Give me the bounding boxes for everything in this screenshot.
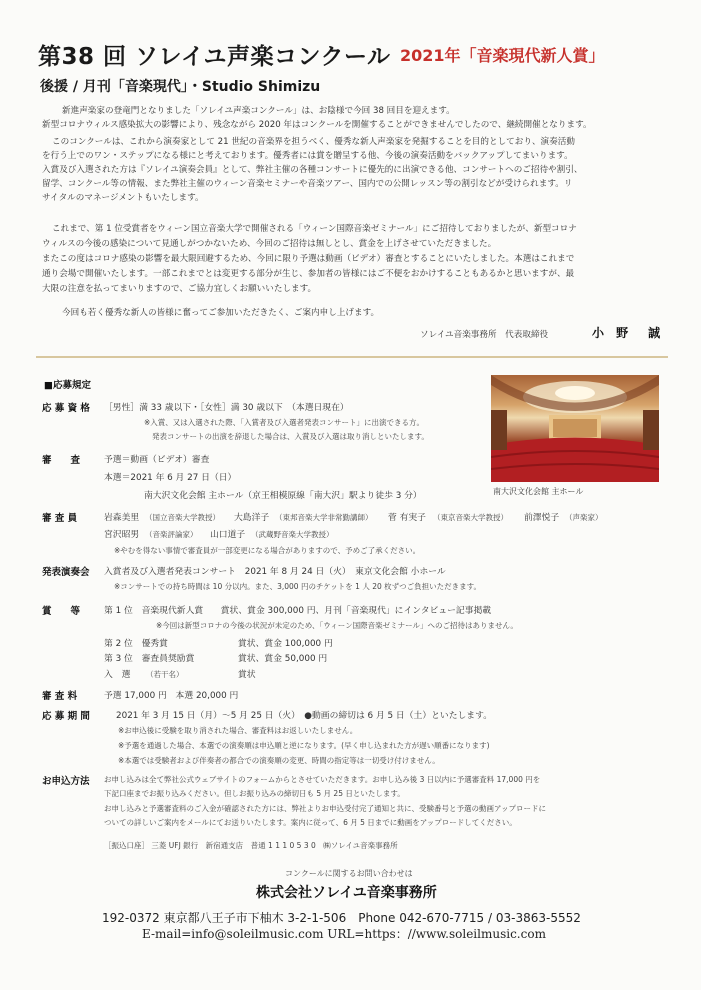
prize-entry-rank: 入 選 [104,670,131,680]
intro-line: 新型コロナウィルス感染拡大の影響により、残念ながら 2020 年はコンクールを開催することができませんでしたので、継続開催となります。 [42,120,592,130]
judging-label: 審 査 [42,455,81,466]
intro-line: 今回も若く優秀な新人の皆様に奮ってご参加いただきたく、ご案内申し上げます。 [62,308,380,318]
qualification-note: 発表コンサートの出演を辞退した場合は、入賞及び入選は取り消しといたします。 [152,432,429,441]
judge-affiliation: （国立音楽大学教授） [145,513,220,522]
judge-name: 大島洋子 [234,513,270,523]
apply-text: ついての詳しいご案内をメールにてお送りいたします。案内に従って、6 月 5 日までに動画をアップロードしてください。 [104,818,517,827]
apply-text: お申し込みと予選審査料のご入金が確認された方には、弊社よりお申込受付完了通知と共に、受験番号と予選の動画アップロードに [104,804,546,813]
prize-first-note: ※今回は新型コロナの今後の状況が未定のため、「ウィーン国際音楽ゼミナール」へのご招待はありません。 [156,621,518,630]
apply-text: 下記口座までお振り込みください。但しお振り込みの締切日も 5 月 25 日といたします。 [104,789,405,798]
intro-line: またこの度はコロナ感染の影響を最大限回避するため、今回に限り予選は動画（ビデオ）審査とすることにいたしました。本選はこれまで [42,254,575,264]
judge-name: 前澤悦子 [524,513,560,523]
qualification-value: ［男性］満 33 歳以下・［女性］満 30 歳以下 （本選日現在） [104,403,349,413]
judge-affiliation: （声楽家） [565,513,603,522]
apply-label: お申込方法 [42,776,90,787]
judge-affiliation: （東京音楽大学教授） [433,513,508,522]
rules-heading: ■応募規定 [44,380,91,391]
intro-line: このコンクールは、これから演奏家として 21 世紀の音楽界を担うべく、優秀な新人声楽家を発掘することを目的としており、演奏活動 [52,137,575,147]
prize-entry-sub: （若干名） [146,670,184,679]
page-title: 第38 回 ソレイユ声楽コンクール [38,44,391,70]
judging-venue: 南大沢文化会館 主ホール（京王相模原線「南大沢」駅より徒歩 3 分） [144,491,422,501]
period-note: ※本選では受験者および伴奏者の都合での演奏順の変更、時間の指定等は一切受け付けません。 [118,756,440,765]
section-divider [36,356,668,358]
hall-image [491,375,659,482]
prizes-label: 賞 等 [42,606,81,617]
concert-value: 入賞者及び入選者発表コンサート 2021 年 8 月 24 日（火） 東京文化会館 小ホール [104,567,446,577]
period-value: 2021 年 3 月 15 日（月）～5 月 25 日（火） ●動画の締切は 6 月 5 日（土）といたします。 [116,711,492,721]
signature-org: ソレイユ音楽事務所 代表取締役 [420,330,549,340]
judging-final: 本選＝2021 年 6 月 27 日（日） [104,473,237,483]
judge-name: 宮沢昭男 [104,530,140,540]
intro-line: ウィルスの今後の感染について見通しがつかないため、今回のご招待は無しとし、賞金を上げさせていただきました。 [42,239,497,249]
intro-line: を行う上でのワン・ステップになる様にと考えております。優秀者には賞を贈呈する他、今後の演奏活動をバックアップしてまいります。 [42,151,573,161]
hall-photo [491,375,659,482]
prize-second-rank: 第 2 位 優秀賞 [104,639,168,649]
qualification-label: 応 募 資 格 [42,403,90,414]
apply-text: お申し込みは全て弊社公式ウェブサイトのフォームからとさせていただきます。お申し込み後 3 日以内に予選審査料 17,000 円を [104,775,541,784]
intro-line: 留学、コンクール等の情報、また弊社主催のウィーン音楽セミナーや音楽ツアー、国内での公開レッスン等の割引などが受けられます。リ [42,179,573,189]
company-address: 192-0372 東京都八王子市下柚木 3-2-1-506 Phone 042-670-7715 / 03-3863-5552 [102,911,581,925]
judge-name: 山口道子 [210,530,246,540]
judge-name: 菅 有実子 [388,513,426,523]
judge-affiliation: （武蔵野音楽大学教授） [251,530,334,539]
prize-third-rank: 第 3 位 審査員奨励賞 [104,654,195,664]
intro-line: 新進声楽家の登竜門となりました「ソレイユ声楽コンクール」は、お陰様で今回 38 回目を迎えます。 [62,106,455,116]
intro-line: 通り会場で開催いたします。一部これまでとは変更する部分が生じ、参加者の皆様にはご不便をおかけすることもあるかと思いますが、最 [42,269,575,279]
prize-entry-award: 賞状 [238,670,256,680]
judge-affiliation: （東邦音楽大学非常勤講師） [275,513,373,522]
concert-note: ※コンサートでの持ち時間は 10 分以内。また、3,000 円のチケットを 1 人 20 枚ずつご負担いただきます。 [114,582,482,591]
concert-label: 発表演奏会 [42,567,90,578]
prize-second-award: 賞状、賞金 100,000 円 [238,639,333,649]
intro-line: これまで、第 1 位受賞者をウィーン国立音楽大学で開催される「ウィーン国際音楽ゼミナール」にご招待しておりましたが、新型コロナ [52,224,577,234]
prize-third-award: 賞状、賞金 50,000 円 [238,654,328,664]
fee-label: 審 査 料 [42,691,78,702]
qualification-note: ※入賞、又は入選された際、「入賞者及び入選者発表コンサート」に出演できる方。 [144,418,425,427]
period-note: ※予選を通過した場合、本選での演奏順は申込順と逆になります。(早く申し込まれた方が遅い順番になります) [118,741,490,750]
period-label: 応 募 期 間 [42,711,90,722]
period-note: ※お申込後に受験を取り消された場合、審査料はお返しいたしません。 [118,726,358,735]
intro-line: 大限の注意を払ってまいりますので、ご協力宜しくお願いいたします。 [42,284,317,294]
judges-note: ※やむを得ない事情で審査員が一部変更になる場合がありますので、予めご了承ください。 [114,546,421,555]
fee-value: 予選 17,000 円 本選 20,000 円 [104,691,239,701]
judging-prelim: 予選＝動画（ビデオ）審査 [104,455,210,465]
company-web[interactable]: E-mail=info@soleilmusic.com URL=https：//www.soleilmusic.com [142,927,546,941]
company-name: 株式会社ソレイユ音楽事務所 [256,885,437,901]
signature-name: 小 野 誠 [592,326,665,340]
sponsor-line: 後援 / 月刊「音楽現代」・Studio Shimizu [40,79,321,95]
contact-heading: コンクールに関するお問い合わせは [285,869,413,878]
judge-name: 岩森美里 [104,513,140,523]
prize-first: 第 1 位 音楽現代新人賞 賞状、賞金 300,000 円、月刊「音楽現代」にインタビュー記事掲載 [104,606,492,616]
judges-label: 審 査 員 [42,513,78,524]
award-title: 2021年「音楽現代新人賞」 [400,46,605,65]
intro-line: サイタルのマネージメントもいたします。 [42,193,204,203]
bank-account: ［振込口座］ 三菱 UFJ 銀行 新宿通支店 普通 1 1 1 0 5 3 0 ㈱ソレイユ音楽事務所 [104,841,398,850]
photo-caption: 南大沢文化会館 主ホール [493,487,584,496]
intro-line: 入賞及び入選された方は『ソレイユ演奏会員』として、弊社主催の各種コンサートに優先的に出演できる他、コンサートへのご招待や割引、 [42,165,583,175]
judge-affiliation: （音楽評論家） [145,530,198,539]
